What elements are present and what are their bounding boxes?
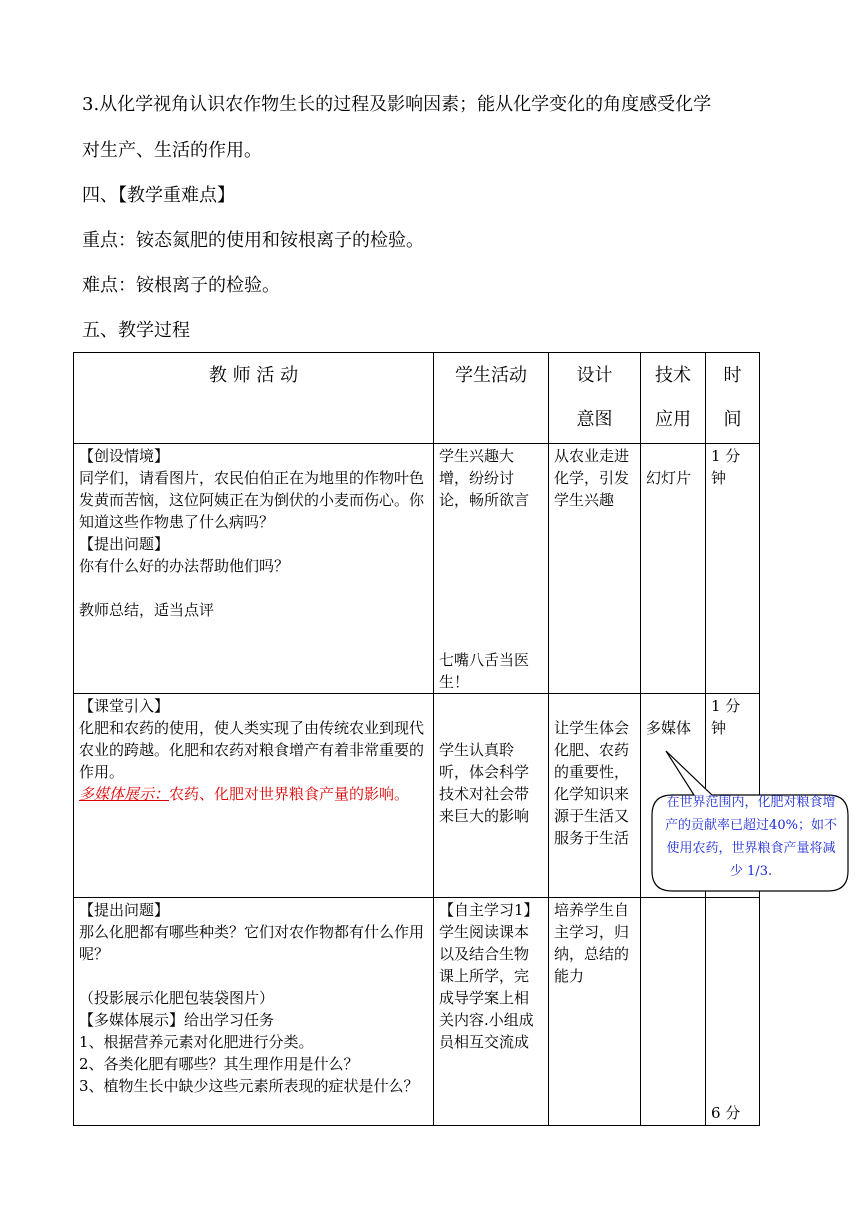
row3-student (434, 898, 549, 1126)
row3-self-study: 【自主学习1】 (439, 901, 539, 919)
row1-tech: 幻灯片 (641, 444, 706, 694)
callout-bubble (652, 783, 848, 891)
row1-student-doctor: 七嘴八舌当医生！ (439, 651, 530, 691)
row2-multimedia: 多媒体展示：农药、化肥对世界粮食产量的影响。 (79, 785, 410, 803)
row1-question-heading: 【提出问题】 (79, 535, 170, 553)
row2-tech: 多媒体 (641, 694, 706, 898)
table-row (74, 898, 760, 1126)
row1-question: 你有什么好的办法帮助他们吗？ (79, 557, 290, 575)
header-teacher: 教 师 活 动 (74, 353, 434, 444)
row3-task-3: 3、植物生长中缺少这些元素所表现的症状是什么？ (79, 1077, 419, 1095)
row2-intro: 化肥和农药的使用，使人类实现了由传统农业到现代农业的跨越。化肥和农药对粮食增产有着非常重要的作用。 (79, 719, 425, 781)
row2-time: 1 分钟 (706, 694, 760, 898)
row2-heading: 【课堂引入】 (79, 697, 170, 715)
row2-student: 学生认真聆听，体会科学技术对社会带来巨大的影响 (434, 694, 549, 898)
row1-heading: 【创设情境】 (79, 447, 170, 465)
row1-time: 1 分钟 (706, 444, 760, 694)
row3-time: 6 分 (706, 898, 760, 1126)
row3-tech (641, 898, 706, 1126)
row2-design: 让学生体会化肥、农药的重要性，化学知识来源于生活又服务于生活 (549, 694, 641, 898)
row1-summary: 教师总结，适当点评 (79, 601, 215, 619)
header-student: 学生活动 (434, 353, 549, 444)
section-5-heading: 五、教学过程 (82, 320, 190, 341)
callout-text: 在世界范围内，化肥对粮食增产的贡献率已超过40%；如不使用农药，世界粮食产量将减少 1/3. (665, 795, 837, 879)
row3-projection: （投影展示化肥包装袋图片） (79, 989, 275, 1007)
table-header-row (74, 353, 760, 444)
row3-heading: 【提出问题】 (79, 901, 170, 919)
header-time: 时 间 (706, 353, 760, 444)
row1-scenario: 同学们，请看图片，农民伯伯正在为地里的作物叶色发黄而苦恼，这位阿姨正在为倒伏的小麦而伤心。你知道这些作物患了什么病吗？ (79, 469, 425, 531)
header-tech: 技术 应用 (641, 353, 706, 444)
row3-task-heading: 【多媒体展示】给出学习任务 (79, 1011, 275, 1029)
table-row (74, 444, 760, 694)
key-point: 重点：铵态氮肥的使用和铵根离子的检验。 (82, 230, 424, 251)
intro-line-2: 对生产、生活的作用。 (82, 140, 262, 161)
row3-question: 那么化肥都有哪些种类？它们对农作物都有什么作用呢？ (79, 923, 425, 963)
row1-student-text: 学生兴趣大增，纷纷讨论，畅所欲言 (439, 447, 530, 509)
intro-line-1: 3.从化学视角认识农作物生长的过程及影响因素；能从化学变化的角度感受化学 (82, 94, 712, 115)
header-design: 设计 意图 (549, 353, 641, 444)
row3-task-2: 2、各类化肥有哪些？其生理作用是什么？ (79, 1055, 359, 1073)
row3-student-text: 学生阅读课本以及结合生物课上所学，完成导学案上相关内容.小组成员相互交流成 (439, 923, 534, 1051)
row3-teacher (74, 898, 434, 1126)
row1-student (434, 444, 549, 694)
row3-design: 培养学生自主学习，归纳，总结的能力 (549, 898, 641, 1126)
lesson-table (73, 352, 760, 1126)
row1-teacher (74, 444, 434, 694)
row3-task-1: 1、根据营养元素对化肥进行分类。 (79, 1033, 314, 1051)
difficult-point: 难点：铵根离子的检验。 (82, 275, 280, 296)
row2-teacher (74, 694, 434, 898)
section-4-heading: 四、【教学重难点】 (82, 185, 235, 206)
row1-design: 从农业走进化学，引发学生兴趣 (549, 444, 641, 694)
